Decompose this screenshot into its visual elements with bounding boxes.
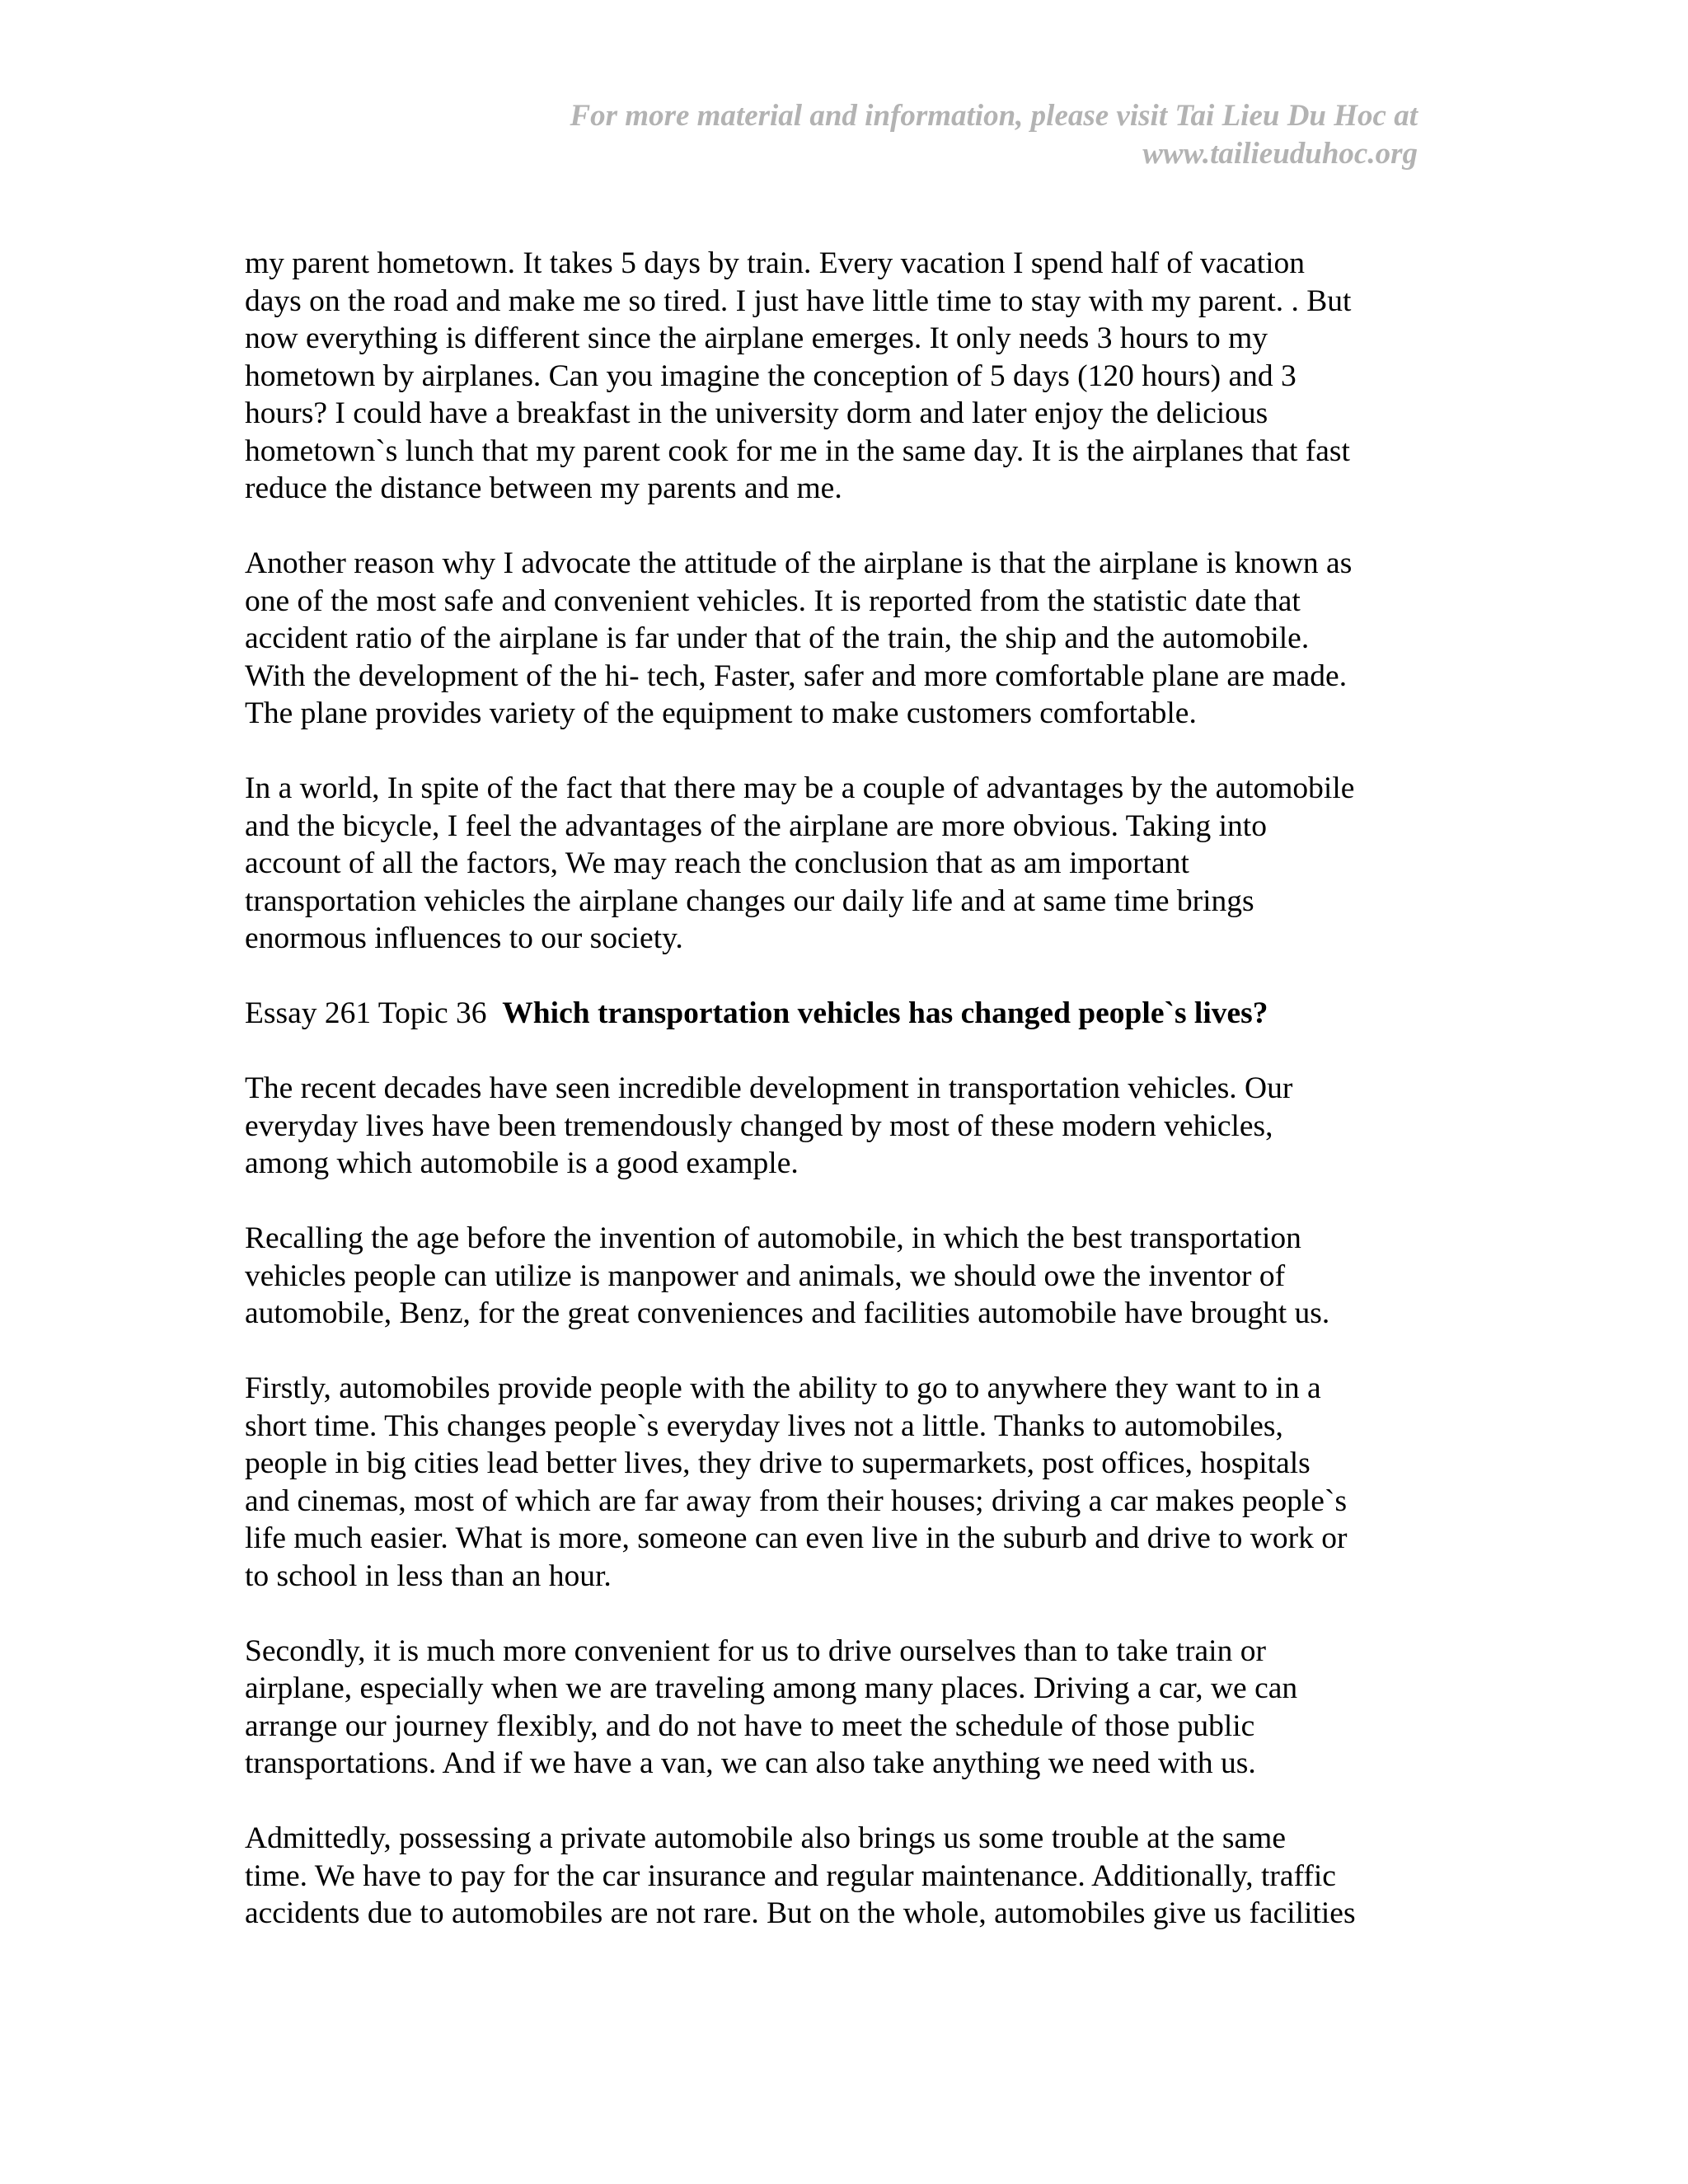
text-line: and the bicycle, I feel the advantages of the airplane are more obvious. Taking into xyxy=(245,808,1267,843)
text-line: accident ratio of the airplane is far under that of the train, the ship and the automobile. xyxy=(245,621,1310,655)
text-line: one of the most safe and convenient vehicles. It is reported from the statistic date that xyxy=(245,583,1301,618)
source-watermark-line-2: www.tailieuduhoc.org xyxy=(1142,137,1418,171)
paragraph xyxy=(245,245,1448,508)
text-line: accidents due to automobiles are not rare. But on the whole, automobiles give us facilities xyxy=(245,1896,1356,1930)
text-line: hometown by airplanes. Can you imagine the conception of 5 days (120 hours) and 3 xyxy=(245,359,1296,393)
source-watermark-line-1: For more material and information, please visit Tai Lieu Du Hoc at xyxy=(570,99,1418,133)
text-line: now everything is different since the airplane emerges. It only needs 3 hours to my xyxy=(245,321,1268,355)
text-line: to school in less than an hour. xyxy=(245,1558,612,1593)
text-line: Recalling the age before the invention of automobile, in which the best transportation xyxy=(245,1221,1301,1255)
text-line: Firstly, automobiles provide people with the ability to go to anywhere they want to in a xyxy=(245,1371,1321,1405)
text-line: hours? I could have a breakfast in the university dorm and later enjoy the delicious xyxy=(245,396,1268,430)
text-line: people in big cities lead better lives, they drive to supermarkets, post offices, hospitals xyxy=(245,1446,1311,1480)
paragraph xyxy=(245,1370,1448,1595)
text-line: The recent decades have seen incredible development in transportation vehicles. Our xyxy=(245,1071,1293,1105)
essay-topic-title: Which transportation vehicles has changed people`s lives? xyxy=(502,996,1268,1030)
text-line: Secondly, it is much more convenient for us to drive ourselves than to take train or xyxy=(245,1633,1266,1668)
text-line: reduce the distance between my parents and me. xyxy=(245,471,842,505)
source-watermark xyxy=(570,97,1418,173)
essay-heading xyxy=(245,995,1448,1033)
text-line: Another reason why I advocate the attitude of the airplane is that the airplane is known as xyxy=(245,546,1353,580)
text-line: account of all the factors, We may reach the conclusion that as am important xyxy=(245,846,1189,880)
paragraph xyxy=(245,770,1448,958)
paragraphs-before xyxy=(245,245,1448,958)
text-line: among which automobile is a good example. xyxy=(245,1146,799,1180)
text-line: life much easier. What is more, someone can even live in the suburb and drive to work or xyxy=(245,1521,1348,1555)
paragraphs-after xyxy=(245,1070,1448,1933)
text-line: In a world, In spite of the fact that there may be a couple of advantages by the automobile xyxy=(245,771,1355,805)
document-body xyxy=(245,245,1448,1970)
text-line: days on the road and make me so tired. I just have little time to stay with my parent. . But xyxy=(245,284,1352,318)
text-line: vehicles people can utilize is manpower and animals, we should owe the inventor of xyxy=(245,1258,1286,1293)
paragraph xyxy=(245,545,1448,733)
text-line: transportation vehicles the airplane changes our daily life and at same time brings xyxy=(245,883,1254,918)
paragraph xyxy=(245,1633,1448,1783)
text-line: arrange our journey flexibly, and do not have to meet the schedule of those public xyxy=(245,1708,1255,1743)
text-line: time. We have to pay for the car insurance and regular maintenance. Additionally, traffic xyxy=(245,1858,1336,1893)
text-line: automobile, Benz, for the great conveniences and facilities automobile have brought us. xyxy=(245,1296,1330,1330)
text-line: my parent hometown. It takes 5 days by train. Every vacation I spend half of vacation xyxy=(245,246,1306,280)
text-line: hometown`s lunch that my parent cook for me in the same day. It is the airplanes that fast xyxy=(245,434,1350,468)
paragraph xyxy=(245,1070,1448,1183)
text-line: With the development of the hi- tech, Faster, safer and more comfortable plane are made. xyxy=(245,658,1348,693)
text-line: and cinemas, most of which are far away from their houses; driving a car makes people`s xyxy=(245,1483,1348,1518)
essay-label: Essay 261 Topic 36 xyxy=(245,996,487,1030)
text-line: transportations. And if we have a van, we can also take anything we need with us. xyxy=(245,1746,1256,1780)
text-line: The plane provides variety of the equipment to make customers comfortable. xyxy=(245,696,1197,730)
paragraph xyxy=(245,1820,1448,1933)
paragraph xyxy=(245,1220,1448,1333)
text-line: everyday lives have been tremendously changed by most of these modern vehicles, xyxy=(245,1108,1273,1143)
text-line: enormous influences to our society. xyxy=(245,921,683,955)
text-line: airplane, especially when we are traveling among many places. Driving a car, we can xyxy=(245,1671,1298,1705)
text-line: short time. This changes people`s everyday lives not a little. Thanks to automobiles, xyxy=(245,1408,1283,1443)
text-line: Admittedly, possessing a private automobile also brings us some trouble at the same xyxy=(245,1821,1286,1855)
